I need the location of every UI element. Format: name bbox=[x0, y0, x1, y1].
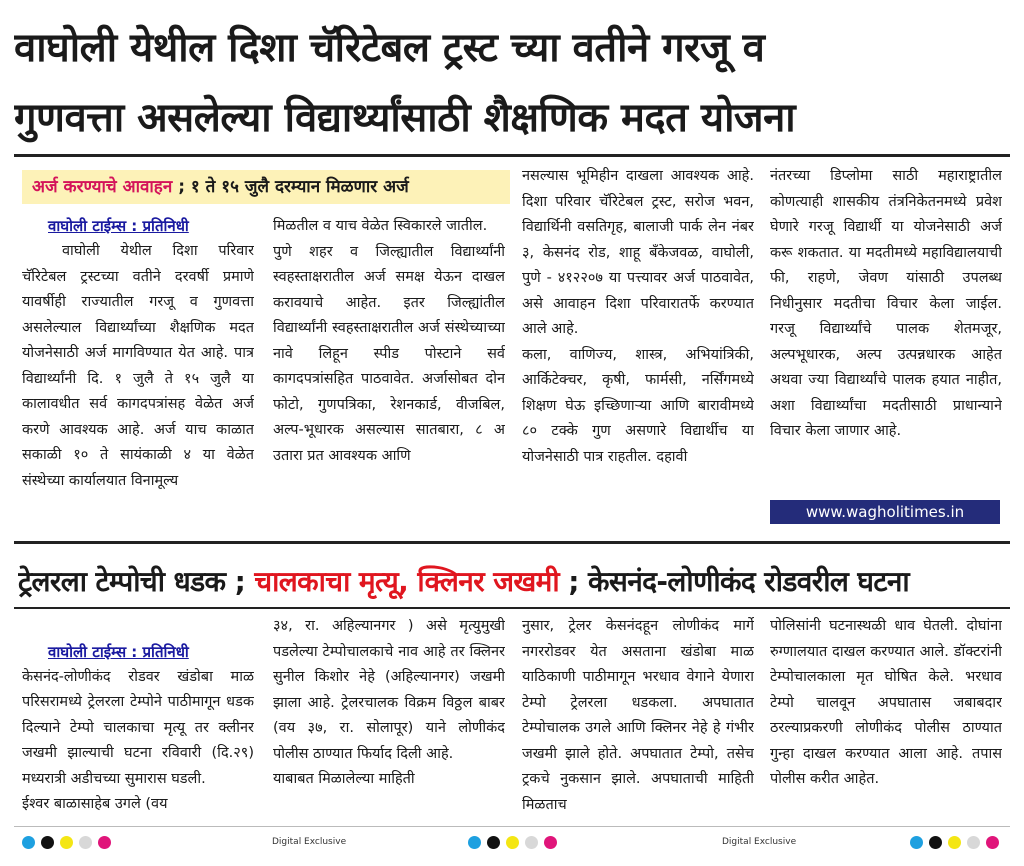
subhead-rest: ; १ ते १५ जुलै दरम्यान मिळणार अर्ज bbox=[172, 177, 409, 197]
registration-dot bbox=[22, 836, 35, 849]
footer-label-left: Digital Exclusive bbox=[272, 837, 347, 847]
registration-dot bbox=[910, 836, 923, 849]
registration-dot bbox=[506, 836, 519, 849]
article1-column-4: नंतरच्या डिप्लोमा साठी महाराष्ट्रातील कोणत्याही शासकीय तंत्रनिकेतनमध्ये प्रवेश घेणारे गरजू विद्यार्थी या योजनेसाठी अर्ज करू शकतात. या मदतीमध्ये महाविद्यालयाची फी, राहणे, जेवण यांसाठी उपलब्ध निधीनुसार मदतीचा विचार केला जाईल. गरजू विद्यार्थ्यांचे पालक शेतमजूर, अल्पभूधारक, अल्प उत्पन्नधारक आहेत अथवा ज्या विद्यार्थ्यांचे पालक हयात नाहीत, अशा विद्यार्थ्यांचा मदतीसाठी प्राधान्याने विचार केला जाणार आहे. bbox=[770, 168, 1002, 439]
article2-column-2: ३४, रा. अहिल्यानगर ) असे मृत्युमुखी पडलेल्या टेम्पोचालकाचे नाव आहे तर क्लिनर सुनील किशोर नेहे (अहिल्यानगर) जखमी झाला आहे. ट्रेलरचालक विक्रम विठ्ठल बाबर (वय ३७, रा. सोलापूर) याने लोणीकंद पोलीस ठाण्यात फिर्याद दिली आहे. याबाबत मिळालेल्या माहिती bbox=[273, 618, 505, 787]
article2-headline-part2: चालकाचा मृत्यू, क्लिनर जखमी bbox=[254, 565, 560, 598]
article1-col1-text: वाघोली येथील दिशा परिवार चॅरिटेबल ट्रस्टच्या वतीने दरवर्षी प्रमाणे यावर्षीही राज्यातील गरजू व गुणवत्ता असलेल्याल विद्यार्थ्यांच्या शैक्षणिक मदत योजनेसाठी अर्ज मागविण्यात येत आहे. पात्र विद्यार्थ्यांनी दि. १ जुलै ते १५ जुलै या कालावधीत सर्व कागदपत्रांसह वेळेत अर्ज करणे आवश्यक आहे. अर्ज याच काळात सकाळी १० ते सायंकाळी ४ या वेळेत संस्थेच्या कार्यालयात विनामूल्य bbox=[22, 243, 254, 489]
article1-headline-line2: गुणवत्ता असलेल्या विद्यार्थ्यांसाठी शैक्षणिक मदत योजना bbox=[14, 95, 796, 141]
article1-byline: वाघोली टाईम्स : प्रतिनिधी bbox=[48, 217, 189, 235]
article2-col1-text: केसनंद-लोणीकंद रोडवर खंडोबा माळ परिसरामध्ये ट्रेलरला टेम्पोने पाठीमागून धडक दिल्याने टेम्पो चालकाचा मृत्यू तर क्लीनर जखमी झाल्याची घटना रविवारी (दि.२९) मध्यरात्री अडीचच्या सुमारास घडली. ईश्वर बाळासाहेब उगले (वय bbox=[22, 668, 254, 812]
registration-dot bbox=[468, 836, 481, 849]
registration-dot bbox=[79, 836, 92, 849]
registration-dot bbox=[929, 836, 942, 849]
headline-rule bbox=[14, 154, 1010, 157]
registration-dot bbox=[967, 836, 980, 849]
article2-column-1 bbox=[22, 614, 254, 820]
article1-column-2: मिळतील व याच वेळेत स्विकारले जातील. पुणे शहर व जिल्ह्यातील विद्यार्थ्यांनी स्वहस्ताक्षरातील अर्ज समक्ष येऊन दाखल करावयाचे आहेत. इतर जिल्ह्यांतील विद्यार्थ्यांनी स्वहस्ताक्षरातील अर्ज संस्थेच्याच्या नावे लिहून स्पीड पोस्टाने सर्व कागदपत्रांसहित पाठवावेत. अर्जासोबत दोन फोटो, गुणपत्रिका, रेशनकार्ड, वीजबिल, अल्प-भूधारक असल्यास सातबारा, ८ अ उतारा प्रत आवश्यक आणि bbox=[273, 218, 505, 464]
registration-dot bbox=[948, 836, 961, 849]
headline2-rule bbox=[14, 607, 1010, 609]
registration-dots-left bbox=[22, 836, 111, 849]
registration-dot bbox=[544, 836, 557, 849]
footer-rule bbox=[14, 826, 1010, 827]
registration-dot bbox=[986, 836, 999, 849]
website-link[interactable]: www.wagholitimes.in bbox=[770, 500, 1000, 524]
registration-dot bbox=[41, 836, 54, 849]
article1-subheadline bbox=[22, 170, 510, 204]
registration-dot bbox=[60, 836, 73, 849]
article2-byline: वाघोली टाईम्स : प्रतिनिधी bbox=[48, 642, 189, 661]
article1-headline-line1: वाघोली येथील दिशा चॅरिटेबल ट्रस्ट च्या वतीने गरजू व bbox=[14, 25, 765, 71]
registration-dots-middle bbox=[468, 836, 557, 849]
registration-dot bbox=[98, 836, 111, 849]
article2-column-4: पोलिसांनी घटनास्थळी धाव घेतली. दोघांना रुग्णालयात दाखल करण्यात आले. डॉक्टरांनी टेम्पोचालकाला मृत घोषित केले. भरधाव टेम्पो चालवून अपघातास जबाबदार ठरल्याप्रकरणी लोणीकंद पोलीस ठाण्यात गुन्हा दाखल करण्यात आला आहे. तपास पोलीस करीत आहेत. bbox=[770, 618, 1002, 787]
footer-label-right: Digital Exclusive bbox=[722, 837, 797, 847]
section-divider bbox=[14, 541, 1010, 544]
registration-dot bbox=[525, 836, 538, 849]
article1-column-3: नसल्यास भूमिहीन दाखला आवश्यक आहे. दिशा परिवार चॅरिटेबल ट्रस्ट, सरोज भवन, विद्यार्थिनी वसतिगृह, बालाजी पार्क लेन नंबर ३, केसनंद रोड, शाहू बँकेजवळ, वाघोली, पुणे - ४१२२०७ या पत्त्यावर अर्ज पाठवावेत, असे आवाहन दिशा परिवारातर्फे करण्यात आले आहे. कला, वाणिज्य, शास्त्र, अभियांत्रिकी, आर्किटेक्चर, कृषी, फार्मसी, नर्सिंगमध्ये शिक्षण घेऊ इच्छिणाऱ्या आणि बारावीमध्ये ८० टक्के गुण असणारे विद्यार्थीच या योजनेसाठी पात्र राहतील. दहावी bbox=[522, 168, 754, 465]
article1-column-1 bbox=[22, 214, 254, 526]
article2-headline-part1: ट्रेलरला टेम्पोची धडक ; bbox=[18, 565, 255, 598]
registration-dot bbox=[487, 836, 500, 849]
article2-column-3: नुसार, ट्रेलर केसनंदहून लोणीकंद मार्गे नगररोडवर येत असताना खंडोबा माळ याठिकाणी पाठीमागून भरधाव वेगाने येणारा टेम्पो ट्रेलरला धडकला. अपघातात टेम्पोचालक उगले आणि क्लिनर नेहे हे गंभीर जखमी झाले होते. अपघातात टेम्पो, तसेच ट्रकचे नुकसान झाले. अपघाताची माहिती मिळताच bbox=[522, 618, 754, 813]
registration-dots-right bbox=[910, 836, 999, 849]
subhead-highlight: अर्ज करण्याचे आवाहन bbox=[32, 177, 173, 197]
article2-headline-part3: ; केसनंद-लोणीकंद रोडवरील घटना bbox=[559, 565, 910, 598]
article2-headline bbox=[18, 560, 1008, 604]
